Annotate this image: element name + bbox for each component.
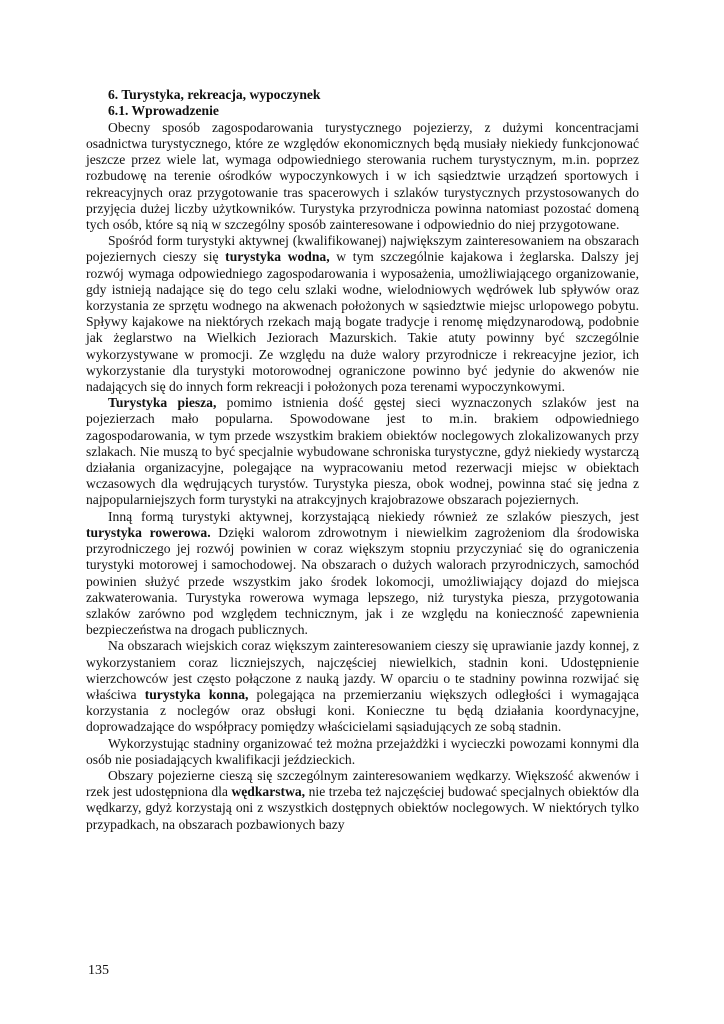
paragraph-water-tourism: [86, 233, 639, 395]
document-page: [86, 87, 639, 833]
paragraph-text: nie trzeba też najczęściej budować specjalnych obiektów dla wędkarzy, gdyż korzystają oni z wszystkich dostępnych obiektów noclegowych. W niektórych tylko przypadkach, na obszarach pozbawionych bazy: [86, 784, 639, 832]
paragraph-text: Dzięki walorom zdrowotnym i niewielkim zagrożeniom dla środowiska przyrodniczego jej rozwój powinien w coraz większym stopniu przyczyniać się do ograniczenia turystyki motorowej i samochodowej. Na obszarach o dużych walorach przyrodniczych, samochód powinien służyć przede wszystkim jako środek lokomocji, umożliwiający dojazd do miejsca zakwaterowania. Turystyka rowerowa wymaga lepszego, niż turystyka piesza, przygotowania szlaków zarówno pod względem technicznym, jak i ze względu na konieczność zapewnienia bezpieczeństwa na drogach publicznych.: [86, 524, 639, 638]
bold-term: wędkarstwa,: [231, 784, 306, 800]
section-heading: 6.1. Wprowadzenie: [108, 103, 219, 119]
paragraph-text: Na obszarach wiejskich coraz większym zainteresowaniem cieszy się uprawianie jazdy konnej, z wykorzystaniem coraz liczniejszych, najczęściej niewielkich, stadnin koni. Udostępnienie wierzchowców jest często połączone z nauką jazdy. W oparciu o te stadniny powinna rozwijać się właściwa: [86, 638, 639, 702]
paragraph-hiking: [86, 395, 639, 508]
paragraph-intro: Obecny sposób zagospodarowania turystycznego pojezierzy, z dużymi koncentracjami osadnictwa turystycznego, które ze względów ekonomicznych będą musiały niekiedy funkcjonować jeszcze przez wiele lat, wymaga odpowiedniego sterowania ruchem turystycznym, m.in. poprzez rozbudowę na terenie ośrodków wypoczynkowych i w ich sąsiedztwie urządzeń sportowych i rekreacyjnych oraz przygotowanie tras spacerowych i szlaków turystycznych przystosowanych do przyjęcia dużej liczby użytkowników. Turystyka przyrodnicza powinna natomiast pozostać domeną tych osób, które są nią w szczególny sposób zainteresowane i odpowiednio do niej przygotowane.: [86, 119, 639, 233]
paragraph-horse-riding: [86, 638, 639, 735]
paragraph-text: Obszary pojezierne cieszą się szczególnym zainteresowaniem wędkarzy. Większość akwenów i rzek jest udostępniona dla: [86, 767, 639, 800]
paragraph-text: Inną formą turystyki aktywnej, korzystającą niekiedy również ze szlaków pieszych, jest: [108, 508, 639, 524]
paragraph-text: w tym szczególnie kajakowa i żeglarska. Dalszy jej rozwój wymaga odpowiedniego zagospodarowania i wyposażenia, umożliwiającego organizowanie, gdy istnieją nadające się do tego celu szlaki wodne, wielodniowych wędrówek lub spływów oraz korzystania ze sprzętu wodnego na akwenach położonych w sąsiedztwie miejsc urlopowego pobytu. Spływy kajakowe na niektórych rzekach mają bogate tradycje i renomę międzynarodową, podobnie jak żeglarstwo na Wielkich Jeziorach Mazurskich. Takie atuty powinny być szczególnie wykorzystywane w promocji. Ze względu na duże walory przyrodnicze i rekreacyjne jezior, ich wykorzystanie dla turystyki motorowodnej ograniczone powinno być jedynie do akwenów nie nadających się do innych form rekreacji i położonych poza terenami wypoczynkowymi.: [86, 249, 639, 395]
paragraph-text: polegająca na przemierzaniu większych odległości i wymagająca korzystania z noclegów oraz obsługi koni. Konieczne tu będą działania koordynacyjne, doprowadzające do współpracy pomiędzy właścicielami sąsiadujących ze sobą stadnin.: [86, 686, 639, 735]
paragraph-angling: [86, 768, 639, 833]
paragraph-cycling: [86, 509, 639, 639]
paragraph-text: pomimo istnienia dość gęstej sieci wyznaczonych szlaków jest na pojezierzach mało popularna. Spowodowane jest to m.in. brakiem odpowiedniego zagospodarowania, w tym przede wszystkim brakiem obiektów noclegowych zlokalizowanych przy szlakach. Nie muszą to być specjalnie wybudowane schroniska turystyczne, gdyż niekiedy wystarczą działania organizacyjne, polegające na wypracowaniu metod rezerwacji miejsc w obiektach wczasowych dla wędrujących turystów. Turystyka piesza, obok wodnej, powinna stać się jedna z najpopularniejszych form turystyki na atrakcyjnych krajobrazowe obszarach pojeziernych.: [86, 395, 640, 508]
paragraph-text: Spośród form turystyki aktywnej (kwalifikowanej) największym zainteresowaniem na obszarach pojeziernych cieszy się: [86, 233, 639, 265]
paragraph-carriage-rides: Wykorzystując stadniny organizować też można przejażdżki i wycieczki powozami konnymi dla osób nie posiadających kwalifikacji jeździeckich.: [86, 735, 639, 767]
bold-term: turystyka wodna,: [225, 249, 330, 265]
chapter-heading: 6. Turystyka, rekreacja, wypoczynek: [108, 87, 321, 102]
bold-term: turystyka rowerowa.: [86, 524, 211, 540]
bold-term: Turystyka piesza,: [108, 395, 217, 411]
bold-term: turystyka konna,: [144, 686, 249, 702]
page-number: 135: [88, 963, 109, 978]
